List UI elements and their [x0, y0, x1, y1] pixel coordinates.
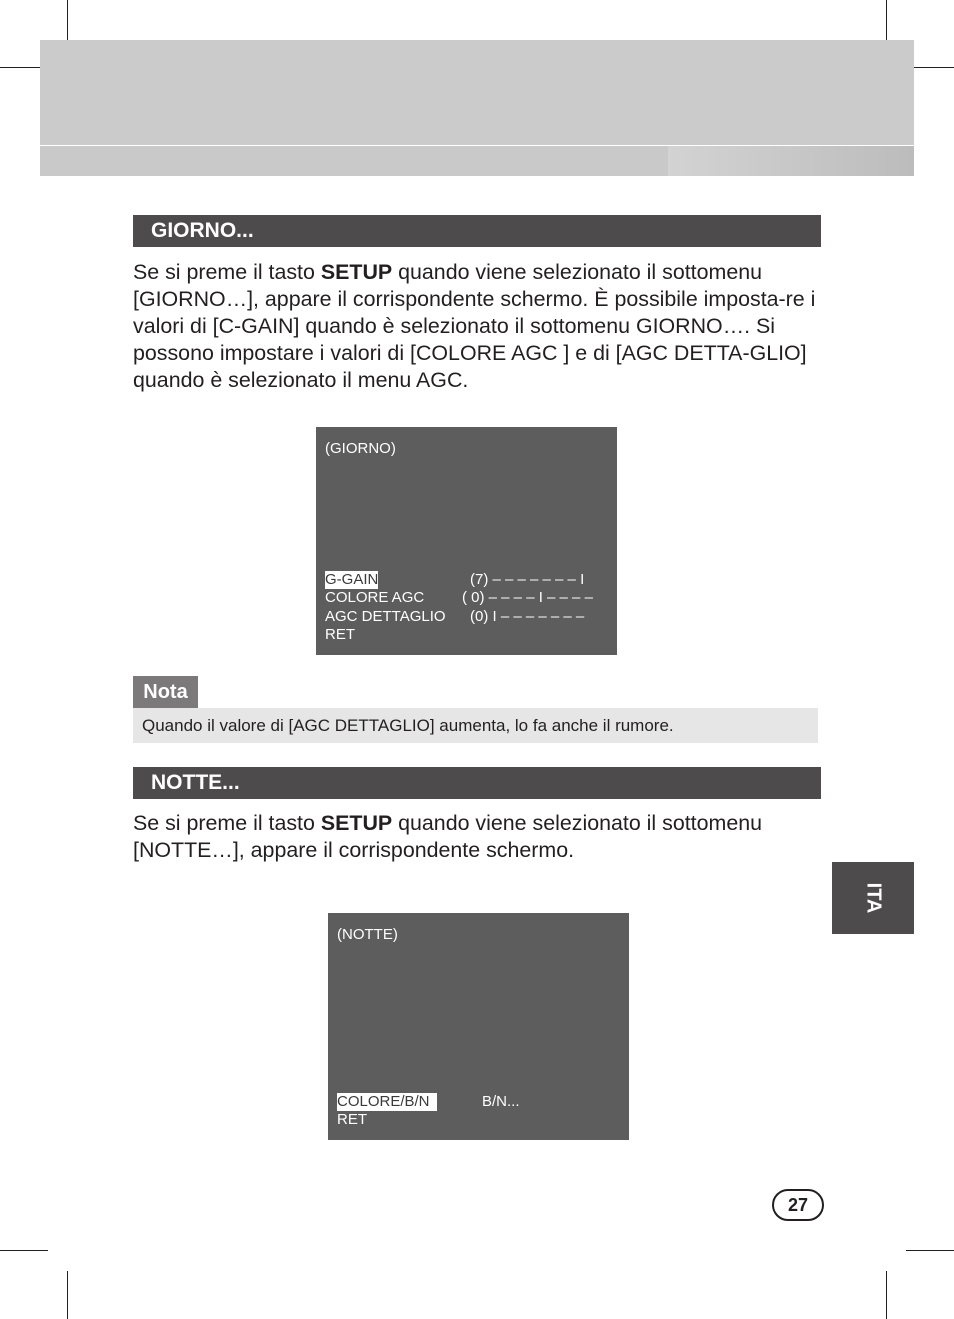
section-title-notte: NOTTE...: [133, 767, 821, 799]
menu-item-colore-agc[interactable]: COLORE AGC: [325, 589, 425, 606]
colore-bn-value: B/N...: [482, 1093, 520, 1110]
giorno-paragraph-setup: SETUP: [320, 260, 393, 284]
language-tab-label: ITA: [862, 882, 885, 914]
giorno-menu-screen: [316, 427, 617, 655]
notte-paragraph-pre: Se si preme il tasto: [133, 811, 321, 835]
notte-paragraph-post: quando viene selezionato il sottomenu [NOTTE…], appare il corrispondente schermo.: [133, 811, 763, 862]
menu-item-agc-dettaglio[interactable]: AGC DETTAGLIO: [325, 608, 446, 625]
menu-item-ret[interactable]: RET: [325, 626, 355, 643]
header-band: [40, 40, 914, 145]
crop-mark: [67, 1271, 68, 1319]
crop-mark: [886, 1271, 887, 1319]
giorno-paragraph: [133, 259, 833, 394]
header-strip: [40, 146, 914, 176]
agc-dettaglio-value: (0) I – – – – – – –: [470, 608, 585, 625]
notte-screen-title: (NOTTE): [337, 926, 398, 943]
colore-agc-value: ( 0) – – – – I – – – –: [462, 589, 593, 606]
notte-menu-screen: [328, 913, 629, 1140]
menu-item-g-gain[interactable]: G-GAIN: [325, 571, 379, 588]
header-gradient: [668, 146, 914, 176]
crop-mark: [0, 1250, 48, 1251]
giorno-screen-title: (GIORNO): [325, 440, 396, 457]
menu-item-ret-notte[interactable]: RET: [337, 1111, 367, 1128]
giorno-paragraph-post: quando viene selezionato il sottomenu [GIORNO…], appare il corrispondente schermo. È possibile imposta-re i valori di [C-GAIN] quando è selezionato il sottomenu GIORNO…. Si possono impostare i valori di [COLORE AGC ] e di [AGC DETTA-GLIO] quando è selezionato il menu AGC.: [133, 260, 816, 392]
g-gain-value: (7) – – – – – – – I: [470, 571, 585, 588]
nota-label: Nota: [133, 676, 198, 708]
menu-item-colore-bn[interactable]: COLORE/B/N: [337, 1093, 437, 1111]
language-tab: [832, 862, 914, 934]
page-number: 27: [772, 1189, 824, 1221]
notte-paragraph-setup: SETUP: [320, 811, 393, 835]
crop-mark: [906, 1250, 954, 1251]
section-title-giorno: GIORNO...: [133, 215, 821, 247]
nota-text: Quando il valore di [AGC DETTAGLIO] aumenta, lo fa anche il rumore.: [133, 708, 818, 743]
giorno-paragraph-pre: Se si preme il tasto: [133, 260, 321, 284]
notte-paragraph: [133, 810, 833, 864]
